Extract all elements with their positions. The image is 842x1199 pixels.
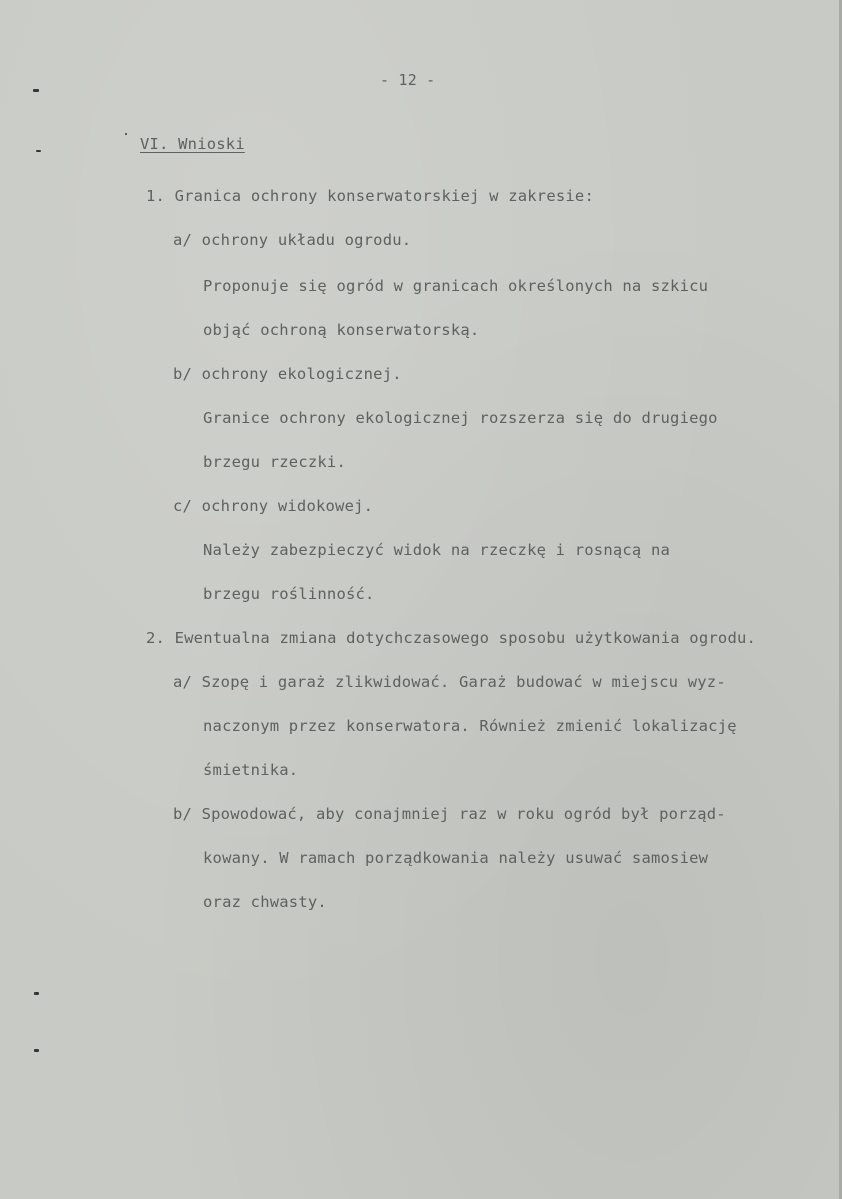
text-line: b/ Spowodować, aby conajmniej raz w roku ogród był porząd- bbox=[173, 805, 726, 823]
text-line: 1. Granica ochrony konserwatorskiej w zakresie: bbox=[146, 187, 594, 205]
text-line: 2. Ewentualna zmiana dotychczasowego sposobu użytkowania ogrodu. bbox=[146, 629, 757, 647]
text-line: a/ ochrony układu ogrodu. bbox=[173, 231, 412, 249]
text-line: objąć ochroną konserwatorską. bbox=[203, 321, 480, 339]
text-line: kowany. W ramach porządkowania należy usuwać samosiew bbox=[203, 849, 709, 867]
text-line: oraz chwasty. bbox=[203, 893, 327, 911]
text-line: Granice ochrony ekologicznej rozszerza się do drugiego bbox=[203, 409, 718, 427]
margin-mark-1 bbox=[33, 89, 39, 92]
margin-mark-3 bbox=[34, 992, 39, 995]
text-line: c/ ochrony widokowej. bbox=[173, 497, 374, 515]
text-line: brzegu rzeczki. bbox=[203, 453, 346, 471]
section-heading: VI. Wnioski bbox=[140, 135, 245, 153]
page-number: - 12 - bbox=[380, 71, 436, 89]
text-line: a/ Szopę i garaż zlikwidować. Garaż budować w miejscu wyz- bbox=[173, 673, 726, 691]
text-line: naczonym przez konserwatora. Również zmienić lokalizację bbox=[203, 717, 737, 735]
margin-dot bbox=[125, 133, 127, 135]
text-line: śmietnika. bbox=[203, 761, 299, 779]
text-line: brzegu roślinność. bbox=[203, 585, 375, 603]
text-line: b/ ochrony ekologicznej. bbox=[173, 365, 402, 383]
text-line: Proponuje się ogród w granicach określonych na szkicu bbox=[203, 277, 709, 295]
margin-mark-4 bbox=[34, 1049, 39, 1052]
text-line: Należy zabezpieczyć widok na rzeczkę i rosnącą na bbox=[203, 541, 671, 559]
margin-mark-2 bbox=[36, 150, 41, 152]
